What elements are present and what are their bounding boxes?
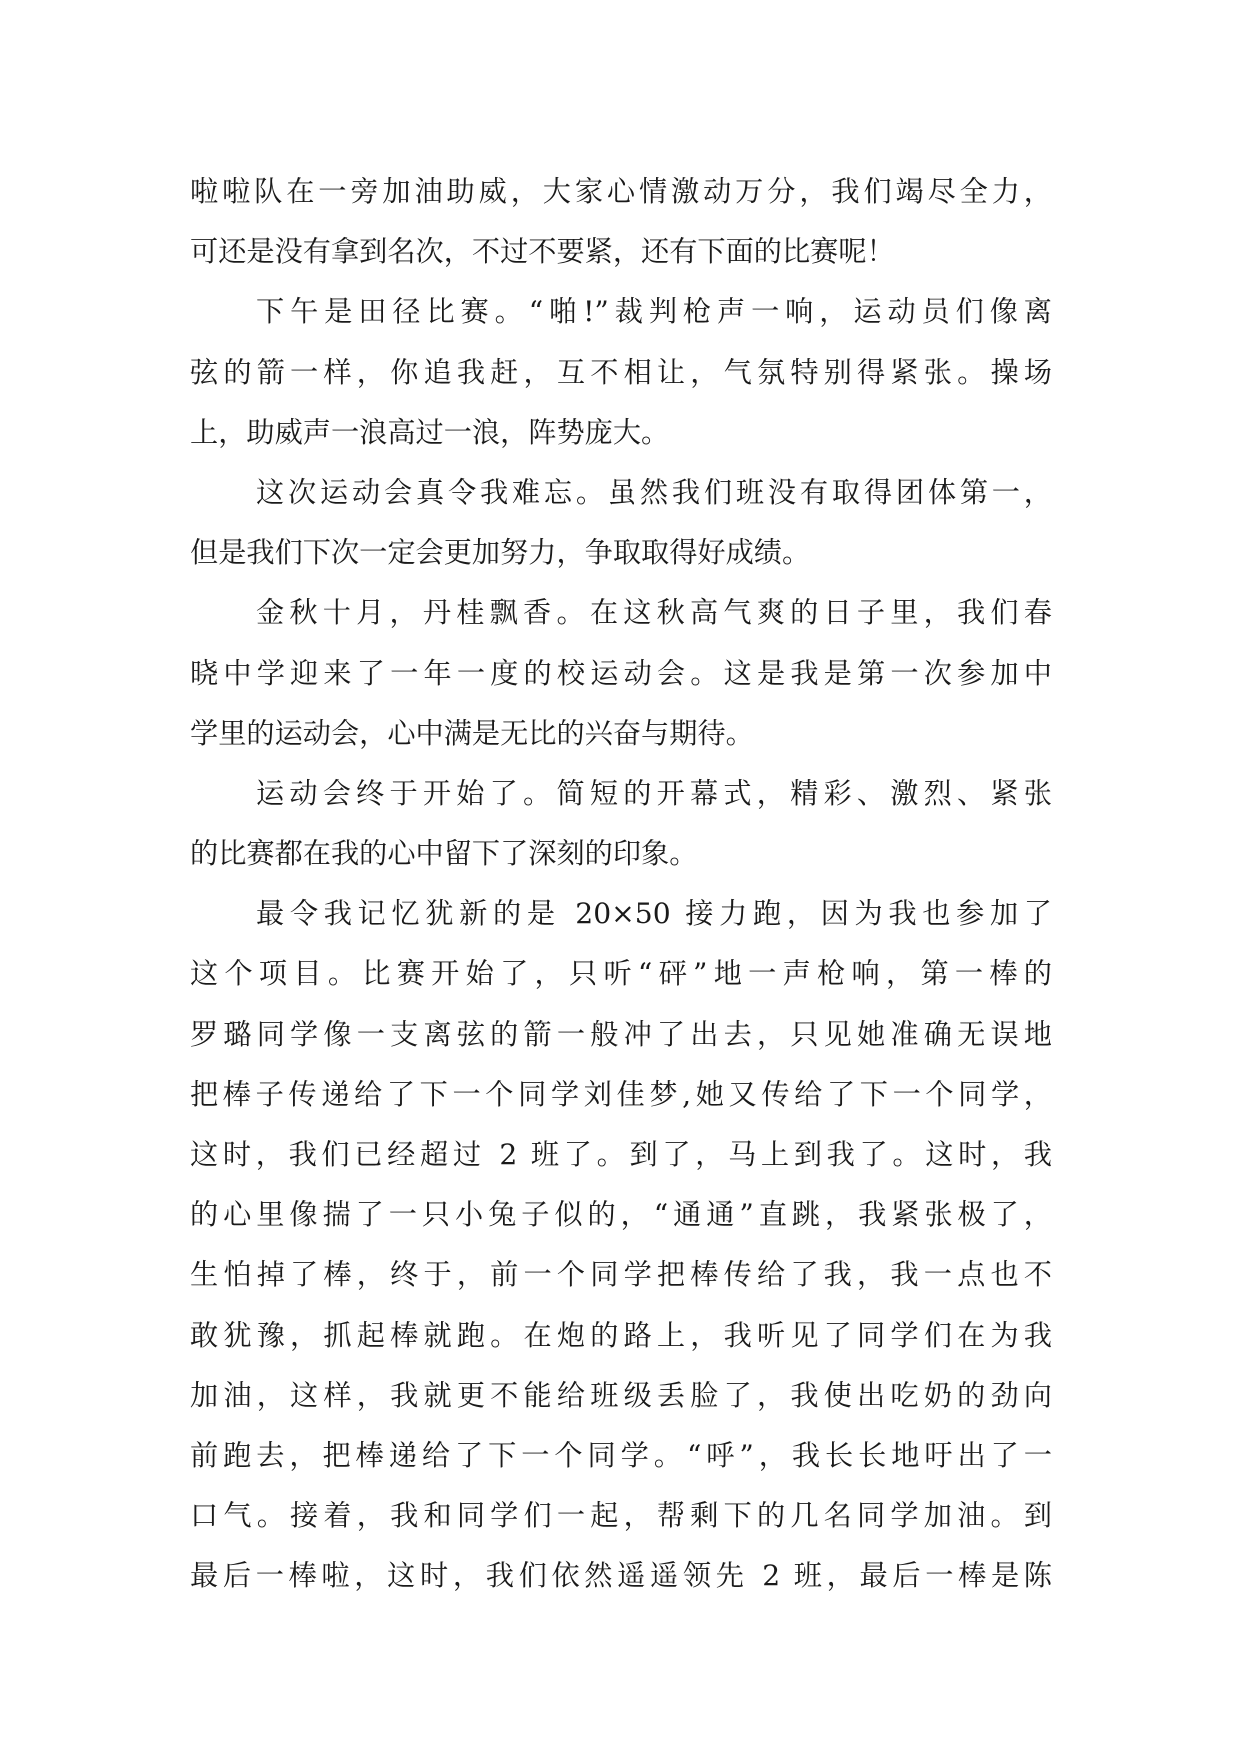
text-line: 加油，这样，我就更不能给班级丢脸了，我使出吃奶的劲向 [190,1378,1052,1412]
body-text [190,162,1052,1607]
text-line: 但是我们下次一定会更加努力，争取取得好成绩。 [190,536,811,570]
text-line: 金秋十月，丹桂飘香。在这秋高气爽的日子里，我们春 [256,596,1052,630]
text-line: 生怕掉了棒，终于，前一个同学把棒传给了我，我一点也不 [190,1258,1052,1292]
text-line: 啦啦队在一旁加油助威，大家心情激动万分，我们竭尽全力， [190,175,1052,208]
text-line: 前跑去，把棒递给了下一个同学。“呼”，我长长地吁出了一 [190,1438,1052,1472]
text-line: 最令我记忆犹新的是 20×50 接力跑，因为我也参加了 [256,897,1052,931]
text-line: 口气。接着，我和同学们一起，帮剩下的几名同学加油。到 [190,1499,1052,1533]
text-line: 运动会终于开始了。简短的开幕式，精彩、激烈、紧张 [256,776,1052,810]
text-line: 上，助威声一浪高过一浪，阵势庞大。 [190,415,670,449]
text-line: 这时，我们已经超过 2 班了。到了，马上到我了。这时，我 [190,1138,1052,1171]
text-line: 晓中学迎来了一年一度的校运动会。这是我是第一次参加中 [190,656,1052,690]
text-line: 的比赛都在我的心中留下了深刻的印象。 [190,837,698,871]
text-line: 可还是没有拿到名次，不过不要紧，还有下面的比赛呢！ [190,235,895,269]
text-line: 下午是田径比赛。“啪!”裁判枪声一响，运动员们像离 [256,295,1052,329]
text-line: 敢犹豫，抓起棒就跑。在炮的路上，我听见了同学们在为我 [190,1318,1052,1352]
text-line: 学里的运动会，心中满是无比的兴奋与期待。 [190,716,754,750]
text-line: 这次运动会真令我难忘。虽然我们班没有取得团体第一， [256,475,1052,509]
text-line: 罗璐同学像一支离弦的箭一般冲了出去，只见她准确无误地 [190,1017,1052,1051]
text-line: 的心里像揣了一只小兔子似的，“通通”直跳，我紧张极了， [190,1198,1052,1232]
text-line: 把棒子传递给了下一个同学刘佳梦,她又传给了下一个同学， [190,1077,1052,1111]
text-line: 最后一棒啦，这时，我们依然遥遥领先 2 班，最后一棒是陈 [190,1559,1052,1593]
text-line: 这个项目。比赛开始了，只听“砰”地一声枪响，第一棒的 [190,957,1052,991]
text-line: 弦的箭一样，你追我赶，互不相让，气氛特别得紧张。操场 [190,355,1052,389]
